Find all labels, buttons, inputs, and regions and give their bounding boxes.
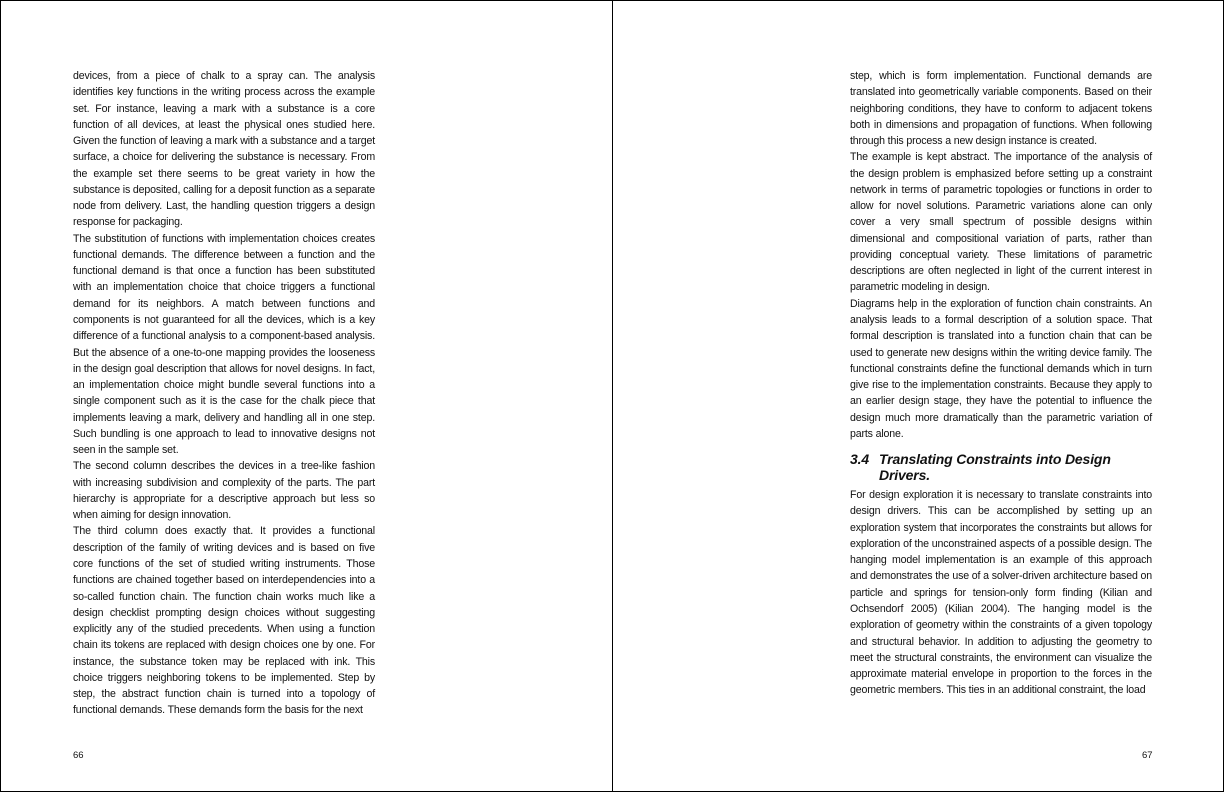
paragraph: step, which is form implementation. Functional demands are translated into geometrically variable components. Based on their neighboring conditions, they have to conform to adjacent tokens both in dimensions and propagation of functions. When following through this process a new design instance is created. <box>850 70 1152 148</box>
paragraph: The third column does exactly that. It provides a functional description of the family of writing devices and is based on five core functions of the set of studied writing instruments. Those functions are chained together based on interdependencies into a so-called function chain. The function chain works much like a design checklist prompting design choices without suggesting explicitly any of the studied precedents. When using a function chain its tokens are replaced with design choices one by one. For instance, the substance token may be replaced with ink. This choice triggers neighboring tokens to be implemented. Step by step, the abstract function chain is turned into a topology of functional demands. These demands form the basis for the next <box>73 525 375 717</box>
paragraph: devices, from a piece of chalk to a spray can. The analysis identifies key functions in the writing process across the example set. For instance, leaving a mark with a substance is a core function of all devices, at least the physical ones studied here. Given the function of leaving a mark with a substance and a target surface, a choice for delivering the substance is necessary. From the example set there seems to be great variety in how the substance is deposited, calling for a deposit function as a separate node from delivery. Last, the handling question triggers a design response for packaging. <box>73 70 375 229</box>
section-title: Translating Constraints into Design Drivers. <box>879 451 1111 484</box>
paragraph: The example is kept abstract. The importance of the analysis of the design problem is emphasized before setting up a constraint network in terms of parametric topologies or functions in order to allow for novel solutions. Parametric variations alone can only cover a very small spectrum of possible designs within dimensional and compositional variation of parts, rather than providing conceptual variety. These limitations of parametric descriptions are often neglected in light of the current interest in parametric modeling in design. <box>850 151 1152 294</box>
right-text-column <box>850 68 1152 699</box>
section-heading <box>850 451 1152 483</box>
right-page <box>613 1 1223 791</box>
paragraph: For design exploration it is necessary to translate constraints into design drivers. This can be accomplished by setting up an exploration system that incorporates the constraints but allows for exploration of the unconstrained aspects of a possible design. The hanging model implementation is an example of this approach and demonstrates the use of a solver-driven architecture based on particle and springs for tension-only form finding (Kilian and Ochsendorf 2005) (Kilian 2004). The hanging model is the exploration of geometry within the constraints of a given topology and structural behavior. In addition to adjusting the geometry to meet the structural constraints, the environment can visualize the approximate material envelope in proportion to the forces in the geometric members. This ties in an additional constraint, the load <box>850 489 1152 697</box>
page-number: 66 <box>73 750 84 761</box>
page-number: 67 <box>1142 750 1153 761</box>
paragraph: The substitution of functions with implementation choices creates functional demands. The difference between a function and the functional demand is that once a function has been substituted with an implementation choice that choice triggers a functional demand for its neighbors. A match between functions and components is not guaranteed for all the devices, which is a key difference of a functional analysis to a component-based analysis. But the absence of a one-to-one mapping provides the looseness in the design goal description that allows for novel designs. In fact, an implementation choice might bundle several functions into a single component such as it is the case for the chalk piece that implements leaving a mark, delivery and handling all in one step. Such bundling is one approach to lead to innovative designs not seen in the sample set. <box>73 232 375 457</box>
section-number: 3.4 <box>850 451 870 468</box>
paragraph: Diagrams help in the exploration of function chain constraints. An analysis leads to a formal description of a solution space. That formal description is translated into a function chain that can be used to generate new designs within the writing device family. The functional constraints define the functional demands which in turn give rise to the implementation constraints. Because they apply to an earlier design stage, they have the potential to influence the design much more dramatically than the parametric variation of parts alone. <box>850 297 1152 440</box>
left-page <box>1 1 612 791</box>
paragraph: The second column describes the devices in a tree-like fashion with increasing subdivision and complexity of the parts. The part hierarchy is appropriate for a descriptive approach but less so when aiming for design innovation. <box>73 460 375 522</box>
left-text-column <box>73 68 375 719</box>
